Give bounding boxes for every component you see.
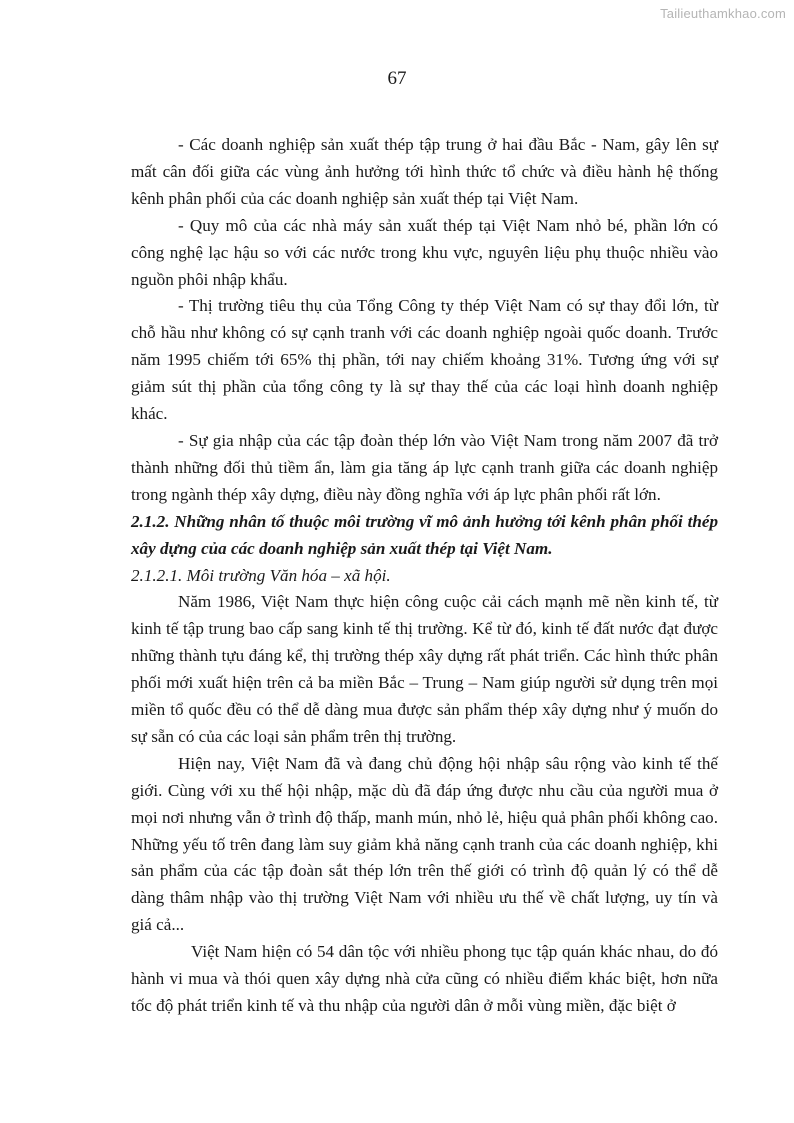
paragraph: Việt Nam hiện có 54 dân tộc với nhiều phong tục tập quán khác nhau, do đó hành vi mua và thói quen xây dựng nhà cửa cũng có nhiều điểm khác biệt, hơn nữa tốc độ phát triển kinh tế và thu nhập của người dân ở mỗi vùng miền, đặc biệt ở: [131, 942, 718, 1015]
subsection-heading: 2.1.2.1. Môi trường Văn hóa – xã hội.: [131, 565, 391, 585]
paragraph: - Thị trường tiêu thụ của Tổng Công ty thép Việt Nam có sự thay đổi lớn, từ chỗ hầu như không có sự cạnh tranh với các doanh nghiệp ngoài quốc doanh. Trước năm 1995 chiếm tới 65% thị phần, tới nay chiếm khoảng 31%. Tương ứng với sự giảm sút thị phần của tổng công ty là sự thay thế của các loại hình doanh nghiệp khác.: [131, 296, 718, 424]
paragraph: - Quy mô của các nhà máy sản xuất thép tại Việt Nam nhỏ bé, phần lớn có công nghệ lạc hậu so với các nước trong khu vực, nguyên liệu phụ thuộc nhiều vào nguồn phôi nhập khẩu.: [131, 215, 718, 289]
page-number: 67: [387, 68, 407, 89]
section-heading: 2.1.2. Những nhân tố thuộc môi trường vĩ mô ảnh hưởng tới kênh phân phối thép xây dựng của các doanh nghiệp sản xuất thép tại Việt Nam.: [131, 511, 718, 558]
watermark-text: Tailieuthamkhao.com: [660, 6, 786, 21]
paragraph: - Sự gia nhập của các tập đoàn thép lớn vào Việt Nam trong năm 2007 đã trở thành những đối thủ tiềm ẩn, làm gia tăng áp lực cạnh tranh giữa các doanh nghiệp trong ngành thép xây dựng, điều này đồng nghĩa với áp lực phân phối rất lớn.: [131, 430, 718, 504]
document-body: [131, 132, 718, 1020]
paragraph: Năm 1986, Việt Nam thực hiện công cuộc cải cách mạnh mẽ nền kinh tế, từ kinh tế tập trung bao cấp sang kinh tế thị trường. Kể từ đó, kinh tế đất nước đạt được những thành tựu đáng kể, thị trường thép xây dựng rất phát triển. Các hình thức phân phối mới xuất hiện trên cả ba miền Bắc – Trung – Nam giúp người sử dụng trên mọi miền tổ quốc đều có thể dễ dàng mua được sản phẩm thép xây dựng như ý muốn do sự sẵn có của các loại sản phẩm trên thị trường.: [131, 592, 718, 746]
paragraph: - Các doanh nghiệp sản xuất thép tập trung ở hai đầu Bắc - Nam, gây lên sự mất cân đối giữa các vùng ảnh hưởng tới hình thức tổ chức và điều hành hệ thống kênh phân phối của các doanh nghiệp sản xuất thép tại Việt Nam.: [131, 135, 718, 208]
paragraph: Hiện nay, Việt Nam đã và đang chủ động hội nhập sâu rộng vào kinh tế thế giới. Cùng với xu thế hội nhập, mặc dù đã đáp ứng được nhu cầu của người mua ở mọi nơi nhưng vẫn ở trình độ thấp, manh mún, nhỏ lẻ, hiệu quả phân phối không cao. Những yếu tố trên đang làm suy giảm khả năng cạnh tranh của các doanh nghiệp, khi sản phẩm của các tập đoàn sắt thép lớn trên thế giới có trình độ quản lý có thể dễ dàng thâm nhập vào thị trường Việt Nam với nhiều ưu thế về chất lượng, uy tín và giá cả...: [131, 753, 718, 935]
